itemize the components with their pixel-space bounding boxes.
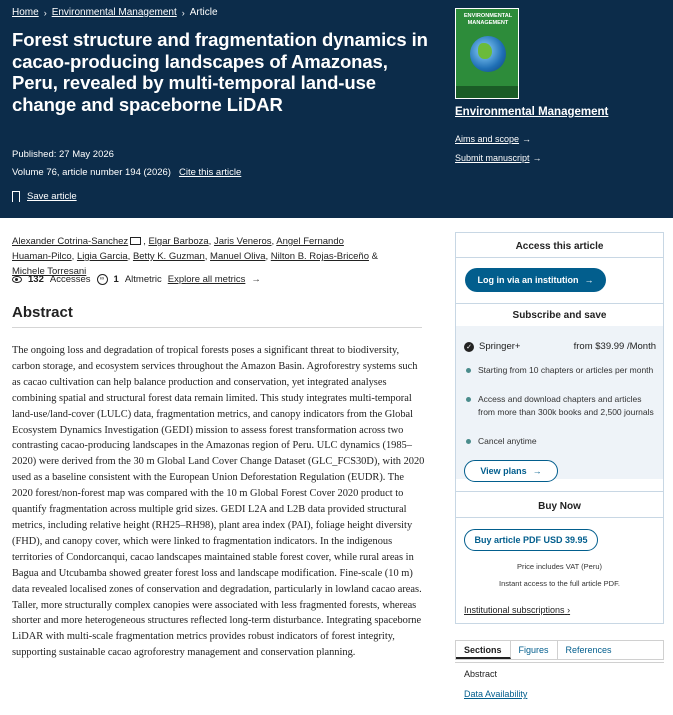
institutional-subscriptions-link[interactable] — [464, 605, 570, 615]
accesses-count: 132 — [28, 274, 44, 285]
cover-title: ENVIRONMENTAL MANAGEMENT — [463, 13, 513, 26]
author-link[interactable]: Elgar Barboza — [148, 236, 209, 247]
published-date: Published: 27 May 2026 — [12, 149, 114, 160]
view-plans-button[interactable] — [464, 460, 558, 482]
arrow-right-icon: → — [532, 466, 542, 476]
save-article-label: Save article — [27, 191, 77, 202]
check-icon: ✓ — [464, 342, 474, 352]
explore-metrics-link[interactable]: Explore all metrics — [167, 274, 246, 285]
breadcrumb-home[interactable]: Home — [12, 7, 39, 18]
aims-scope-label: Aims and scope — [455, 134, 520, 144]
author-list: Alexander Cotrina-Sanchez , Elgar Barboza, Jaris Veneros, Angel Fernando Huaman-Pilco, Ligia Garcia, Betty K. Guzman, Manuel Oliva, Nilton B. Rojas-Briceño & Michele Torresani — [12, 236, 378, 277]
subscribe-heading: Subscribe and save — [512, 310, 607, 321]
toc-item-abstract[interactable]: Abstract — [464, 669, 498, 679]
abstract-heading: Abstract — [12, 304, 73, 321]
breadcrumb — [12, 7, 218, 18]
aims-scope-link[interactable] — [455, 134, 531, 144]
tab-sections[interactable]: Sections — [456, 641, 511, 659]
benefit-item: Access and download chapters and articles from more than 300k books and 2,500 journals — [464, 393, 656, 418]
login-institution-button[interactable] — [465, 268, 606, 292]
journal-cover[interactable] — [455, 8, 519, 99]
altmetric-icon: ∞ — [97, 274, 108, 285]
benefit-item: Cancel anytime — [464, 435, 656, 448]
author-link[interactable]: Nilton B. Rojas-Briceño — [270, 251, 369, 262]
author-link[interactable]: Angel Fernando Huaman-Pilco — [12, 236, 344, 262]
vat-note: Price includes VAT (Peru) — [516, 562, 603, 571]
tab-references[interactable]: References — [565, 645, 612, 655]
benefit-item: Starting from 10 chapters or articles per month — [464, 364, 656, 377]
cover-band — [456, 86, 519, 98]
submit-manuscript-link[interactable] — [455, 153, 542, 163]
divider — [456, 491, 663, 492]
submit-manuscript-label: Submit manuscript — [455, 153, 530, 163]
arrow-right-icon: → — [532, 153, 542, 163]
login-label: Log in via an institution — [477, 275, 579, 285]
divider — [456, 303, 663, 304]
toc-item-data-availability[interactable]: Data Availability — [464, 689, 528, 699]
altmetric-label: Altmetric — [124, 274, 162, 285]
cover-land-shape — [478, 43, 492, 59]
breadcrumb-journal[interactable]: Environmental Management — [51, 7, 177, 18]
author-link[interactable]: Michele Torresani — [12, 266, 87, 277]
chevron-right-icon: › — [181, 7, 185, 18]
article-metrics — [12, 274, 261, 285]
buy-now-heading: Buy Now — [538, 501, 581, 512]
divider — [456, 257, 663, 258]
access-heading: Access this article — [515, 241, 604, 252]
arrow-right-icon: → — [584, 275, 594, 285]
divider — [455, 662, 664, 663]
article-title: Forest structure and fragmentation dynamics in cacao-producing landscapes of Amazonas, Peru, revealed by multi-temporal land-use change and spaceborne LiDAR — [12, 29, 428, 115]
chevron-right-icon: › — [43, 7, 47, 18]
author-link[interactable]: Jaris Veneros — [213, 236, 272, 247]
buy-pdf-button[interactable]: Buy article PDF USD 39.95 — [464, 529, 598, 551]
plan-price: from $39.99 /Month — [573, 341, 656, 352]
plan-name: Springer+ — [479, 341, 521, 352]
instant-access-note: Instant access to the full article PDF. — [499, 579, 620, 588]
plan-row — [464, 341, 656, 352]
eye-icon — [12, 276, 22, 283]
author-link[interactable]: Alexander Cotrina-Sanchez — [12, 236, 129, 247]
arrow-right-icon: → — [251, 274, 261, 285]
chevron-right-icon: › — [567, 605, 571, 615]
breadcrumb-current: Article — [189, 7, 218, 18]
sections-tabs — [455, 640, 664, 660]
author-link[interactable]: Manuel Oliva — [210, 251, 266, 262]
bookmark-icon — [12, 191, 20, 202]
accesses-label: Accesses — [49, 274, 91, 285]
abstract-text: The ongoing loss and degradation of tropical forests poses a significant threat to biodiversity, carbon storage, and ecosystem services throughout the Amazon Basin. Agroforestry systems such as cacao cultivation can help balance production and conservation, yet integrated analyses combining spatial and structural forest data remain limited. This study integrates multi-temporal land-use/land-cover (LULC) data, fragmentation metrics, and canopy indicators from the Global Ecosystem Dynamics Investigation (GEDI) mission to assess forest transformation across two contrasting cacao-producing landscapes in the Amazonas region of Peru. ULC dynamics (1985–2020) were derived from the 30 m Global Land Cover Change Dataset (GLC_FCS30D), with 2020 used as a baseline consistent with the European Union Deforestation Regulation (EUDR). The 2020 forest/non-forest map was compared with the 10 m Global Forest Cover 2020 product to quantify fragmentation across multiple grid sizes. GEDI L2A and L2B data provided structural metrics, including relative height (RH25–RH98), plant area index (PAI), foliage height diversity (FHD), and canopy cover, which were linked to fragmentation indicators. In the indigenous territories of Condorcanqui, cacao landscapes maintained stable forest cover, while rural areas in Bagua and Utcubamba showed greater forest loss and landscape modification. Fine-scale (10 m) data revealed localised zones of conservation and degradation, particularly in lowland cacao areas. Taller, more structurally complex canopies were associated with less fragmented forests, whereas shorter and more heterogeneous structures reflected long-term disturbance. Integrating spaceborne LiDAR with multi-scale fragmentation metrics provides robust indicators of forest integrity, supporting sustainable cacao agroforestry management and conservation planning. — [12, 345, 425, 659]
divider — [456, 517, 663, 518]
institutional-label: Institutional subscriptions — [464, 605, 565, 615]
author-link[interactable]: Betty K. Guzman — [132, 251, 205, 262]
tab-figures[interactable]: Figures — [511, 641, 558, 659]
cite-link[interactable]: Cite this article — [178, 167, 242, 178]
arrow-right-icon: → — [522, 134, 532, 144]
view-plans-label: View plans — [480, 466, 527, 476]
access-panel — [455, 232, 664, 624]
divider — [12, 327, 422, 328]
author-link[interactable]: Ligia Garcia — [76, 251, 128, 262]
article-header — [0, 0, 673, 218]
altmetric-count: 1 — [113, 274, 119, 285]
volume-text: Volume 76, article number 194 (2026) — [12, 167, 171, 178]
mail-icon[interactable] — [130, 237, 141, 245]
save-article-button[interactable] — [12, 191, 77, 202]
volume-info — [12, 167, 241, 178]
journal-title-link[interactable]: Environmental Management — [455, 106, 609, 118]
